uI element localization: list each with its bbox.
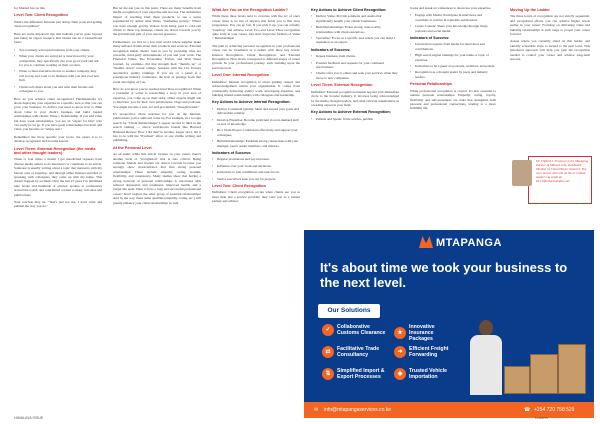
paragraph: How do you achieve client recognition? Fundamentally it's about deploying your expertise in a specific area so that you can grow your business. To deliver you need to know how to think about value in your client's business and build trusted relationships with clients. Value = Relationship. If you add value but have weak relationships, you are an "expert for hire" who can easily be let go. If you have great relationships but don't add value, you become an "empty suit." bbox=[14, 96, 102, 132]
paragraph: Your reaction may be, "That's just not me. I don't write and publish the way you do." bbox=[14, 200, 102, 209]
ad-service-label: Trusted Vehicle Importation bbox=[409, 368, 448, 380]
bullet-list bbox=[311, 14, 399, 44]
paragraph: Furthermore, we live in a low-trust world where supplier make many inflated claims about their products and services. External recognition builds clients' trust in you by providing what are powerful, third-party endorsements of you and your work. The Financial Times, The Economist, Forbes, and Wall Street Journal, for example, did that through their "thumbs up" or "thumbs down" recent ratings. Sessions with the J.D. Powers automotive quality rankings. If you are on a panel at a prestigious industry conference, the halo of prestige from that event also lights on you. bbox=[113, 39, 201, 84]
paragraph: But let me ask you on this point. There are many benefits from media recognition of your expertise and success. The cumulative impact of reaching brief these products, to see a series popularized by author Alan Weiss, "marketing gravity." Where you have enough gravity visitors from being paid to cold-call clients to those top business, clients are drawn towards you by the gravitational pull of your renown presence. bbox=[113, 6, 201, 37]
ad-service-label: Innovative Insurance Packages bbox=[409, 324, 435, 342]
ad-brand: MTAPANGA bbox=[436, 237, 502, 249]
ad-service-label: Efficient Freight Forwarding bbox=[409, 346, 449, 358]
list-item: • Create Content: Share your knowledge through blogs, podcasts and social media. bbox=[410, 24, 496, 33]
ad-service-item bbox=[322, 368, 386, 380]
trade-icon: ⇄ bbox=[322, 346, 334, 358]
list-item: • Positive feedback and requests for your continued involvement. bbox=[311, 61, 399, 70]
list-item: • Unsolicited requests from media for interviews and contributions. bbox=[410, 42, 496, 51]
paragraph: Assess where you currently stand on this ladder, and identify actionable steps to ascend to the next level. This structured approach will help you gain the recognition needed to control your career and achieve long-term success. bbox=[510, 39, 590, 62]
list-item: • Regular promotions and pay increases. bbox=[212, 157, 300, 161]
paragraph: Definition: Internal recognition is about gaining respect and acknowledgement within your organization. It comes from consistently delivering quality work, developing expertise, and building trusted relationships with colleagues and leadership. bbox=[212, 79, 300, 97]
import-export-icon: ⇅ bbox=[322, 368, 334, 380]
author-photo bbox=[512, 160, 532, 186]
author-bio: Dr. Clifford J. Ferguson is the Managing Partner of Matsuri.com, and Board Member of Client Hunter Sciences. You can connect with him on the or related matters via email at: Dr.Clifford@example.com bbox=[536, 159, 589, 183]
subheading: Indicators of Success: bbox=[410, 36, 450, 41]
ad-service-label: Collaborative Customs Clearance bbox=[337, 324, 386, 336]
list-item: • Invitations to join committees and task forces. bbox=[212, 170, 300, 174]
ad-service-item bbox=[394, 346, 458, 358]
section-heading: Moving Up the Ladder bbox=[510, 8, 550, 12]
paragraph: It's prospective client searches for you on the Internet, publications you've authored come up. For example, in a Google search for "Client Relationships" I appear second or third in the search ranking — above well-known brands like Harvard Business Review. How I did this? Is another, longer story, but it has to do with the "flywheel" effect of one visible writing and publishing. bbox=[113, 111, 201, 143]
paragraph: While these three levels tend to correlate with the arc of one's career, there is no law of physics that holds you to that slow progression. You can go fast. If you pick it up, you can actually "leapfrog" and achieve Level Two and Level Three recognition quite early in your career. Just don't forget the formula of Value × Relationships! bbox=[212, 14, 300, 41]
bullet-list bbox=[212, 107, 300, 148]
subheading: Key Actions to Achieve External Recognition: bbox=[311, 110, 391, 115]
freight-icon: ➜ bbox=[394, 346, 406, 358]
list-item: • You routinely win repeat business from your clients. bbox=[14, 48, 102, 52]
list-item: • Deliver Consistent Quality: Meet and exceed your goals and deliverables reliably. bbox=[212, 107, 300, 116]
paragraph: Definition: Client recognition occurs when clients see you as more than just a service provider; they view you as a trusted partner and advisor. bbox=[212, 190, 300, 204]
list-item: • Repeat business from clients. bbox=[311, 54, 399, 58]
insurance-icon: ★ bbox=[394, 327, 406, 339]
subheading: Key Actions to Achieve Internal Recognition: bbox=[212, 100, 291, 105]
list-item: • Influence over your work and decisions. bbox=[212, 164, 300, 168]
subheading: Key Actions to Achieve Client Recognition: bbox=[311, 8, 387, 12]
list-item: • Build Relationships: Establish strong connections with your manager, peers, senior members, and mentors. bbox=[212, 139, 300, 148]
section-heading: Level Two: Client Recognition bbox=[14, 13, 68, 18]
footer-issue: HIMALAYA ISSUE bbox=[14, 416, 44, 420]
ad-service-item bbox=[394, 368, 458, 380]
ad-service-label: Simplified Import & Export Processes bbox=[337, 368, 385, 380]
list-item: • Clients refer you to others and seek your services when they move to new companies. bbox=[311, 71, 399, 80]
email-icon: ✉ bbox=[314, 407, 319, 413]
paragraph: Definition: External recognition extends beyond your immediate circle to the broader industry. It involves being acknowledged by the media, thought leaders, and other relevant stakeholders as a leading expert in your field. bbox=[311, 89, 399, 107]
ad-phone[interactable]: +254 720 758 529 bbox=[534, 407, 575, 413]
column-1 bbox=[14, 6, 102, 212]
list-item: • Deliver Value: Provide solutions and results that significantly benefit your clients' businesses. bbox=[311, 14, 399, 23]
list-item: • High search engine rankings for your name or topic of expertise. bbox=[410, 53, 496, 62]
section-heading: Personal Relationships bbox=[410, 82, 452, 87]
footer-section: Leaders bbox=[535, 416, 548, 420]
paragraph: How do you know you've reached level three recognition? When a journalist or writer is researching a story in your area of expertise, you come up on their radar. Other experts might ask to interview you for their own publications, blogs and podcasts. You might become a real, not self-proclaimed, "thought leader." bbox=[113, 86, 202, 109]
section-heading: Level One: Internal Recognition bbox=[212, 73, 270, 78]
bullet-list bbox=[410, 42, 496, 79]
bullet-list bbox=[311, 117, 399, 121]
paragraph: What's the difference between just doing client work and getting client recognition? bbox=[14, 19, 102, 29]
paragraph: The three levels of recognition are not strictly sequential, and exceptional efforts you can achieve higher levels earlier in your career. Focusing on delivering value and building relationships at each stage to propel your career forward. bbox=[510, 14, 590, 37]
list-item: • Be a Team Player: Collaborate effectively and support your colleagues. bbox=[212, 128, 300, 137]
column-2 bbox=[113, 6, 201, 208]
list-item: • Specialize: Focus on a specific area where you can build a reputation as an expert. bbox=[311, 36, 399, 45]
bullet-list bbox=[311, 54, 399, 80]
bullet-list bbox=[14, 48, 102, 94]
section-heading: Level Three: External Recognition (the media and other thought leaders) bbox=[14, 146, 96, 155]
ad-service-item bbox=[322, 324, 386, 336]
list-item: • Invitations to be a guest on podcasts, webinars, and panels. bbox=[410, 64, 496, 68]
list-item: • Engage with Media: Participate in interviews and contribute to articles in reputable publications. bbox=[410, 13, 496, 22]
paragraph: books and speak at conferences to showcase your expertise. bbox=[410, 6, 492, 10]
author-bio-box bbox=[528, 156, 592, 204]
section-heading: Level Two: Client Recognition bbox=[212, 184, 266, 188]
list-item: • Senior executives seek you out for projects. bbox=[212, 177, 300, 181]
paragraph: As an aside: while this article focuses on your career, there's another level of "recognition" that is also critical. Being someone friends and friends are drawn towards because you strongly show characteristics that find strong personal relationships. These include empathy, caring, warmth, flexibility, and consistency. Many studies show that having a strong network of personal relationships is associated with reduced depression and loneliness, improved health, and a longer life span. Want to have a long and successful professional career? Don't neglect the other group of essential relationships! And by the way, these same qualities (empathy, caring, etc.) will greatly enhance your client relationships as well. bbox=[113, 152, 201, 205]
section-heading: What Are You on the Recognition Ladder? bbox=[212, 8, 288, 12]
paragraph: Here are some important tips that indicate you've gone beyond just being an expert resource that clients use as a transactional basis: bbox=[14, 31, 102, 45]
ad-boxes-illustration bbox=[500, 342, 588, 396]
ad-service-label: Facilitative Trade Consultancy bbox=[337, 346, 380, 358]
ad-service-item bbox=[322, 346, 386, 358]
list-item: • Clients tell others about you and refer their friends and colleagues to you. bbox=[14, 85, 102, 94]
column-5 bbox=[410, 6, 496, 114]
column-4 bbox=[311, 6, 399, 124]
bullet-list bbox=[410, 13, 496, 33]
ad-solutions-label: Our Solutions bbox=[318, 304, 380, 318]
section-heading: At the Personal Level bbox=[113, 145, 152, 150]
advertisement[interactable] bbox=[304, 230, 594, 418]
subheading: Indicators of Success: bbox=[311, 47, 351, 52]
vehicle-icon: ◆ bbox=[394, 368, 406, 380]
list-item: • When your clients are surveyed or interviewed by your competition, they specifically cite your good work and ask for you to continue working on their account. bbox=[14, 54, 102, 67]
paragraph: for Matsuri has on this. bbox=[14, 6, 46, 10]
bullet-list bbox=[212, 157, 300, 181]
column-6 bbox=[510, 6, 590, 64]
ad-logo bbox=[419, 236, 502, 249]
customs-icon: ✓ bbox=[322, 324, 334, 336]
phone-icon: ☎ bbox=[524, 407, 531, 413]
paragraph: Remember: the more specific your focus, the easier it is to develop recognition and become known. bbox=[14, 134, 102, 144]
mountain-logo-icon bbox=[419, 236, 433, 248]
section-heading: Level Three: External Recognition bbox=[311, 83, 373, 88]
list-item: • Build Relationships: Foster strong, trust-worthy relationships with client executives. bbox=[311, 25, 399, 34]
list-item: • Recognition as a thought leader by peers and industry leaders. bbox=[410, 70, 496, 79]
ad-headline: It's about time we took your business to the next level. bbox=[320, 260, 568, 290]
list-item: • Publish and Speak: Write articles, publish bbox=[311, 117, 399, 121]
list-item: • When a client executive moves to another company, they call you up and want to do business with you and your new firm. bbox=[14, 69, 102, 82]
column-3 bbox=[212, 6, 300, 207]
ad-contact-bar bbox=[304, 402, 594, 418]
subheading: Indicators of Success: bbox=[212, 150, 252, 155]
paragraph: While professional recognition is crucial, it's also essential to nurture personal relationships. Empathy, caring, loyalty, flexibility and self-awareness are traits that strengthen both personal and professional connections, leading to a more fulfilling life. bbox=[410, 88, 496, 111]
paragraph: Three or four times a month I get unsolicited requests from diverse media outlets to do interviews or contribute to an article. Someone is usually writing about a topic that intersects with my known area of expertise, and through either Internet searches or speaking with colleagues, they come up with my name. This doesn't happen by accident. Over the last 25 years I've published nine books and hundreds of articles; spoken at conferences around the world; and contributed content to many web sites and publications. bbox=[14, 157, 102, 197]
list-item: • Develop Expertise: Become proficient in an in-demand skill or area of knowledge. bbox=[212, 118, 300, 127]
paragraph: The path to achieving personal recognition in your professional career can be visualized as a ladder with three key levels: Internal Recognition, Client Recognition, and External Recognition. How levels correspond to different stages of career growth. In your professional journey, each building upon the previous level. bbox=[212, 43, 300, 70]
ad-email[interactable]: info@mtapangaservices.co.ke bbox=[324, 407, 392, 413]
ad-service-item bbox=[394, 324, 458, 342]
